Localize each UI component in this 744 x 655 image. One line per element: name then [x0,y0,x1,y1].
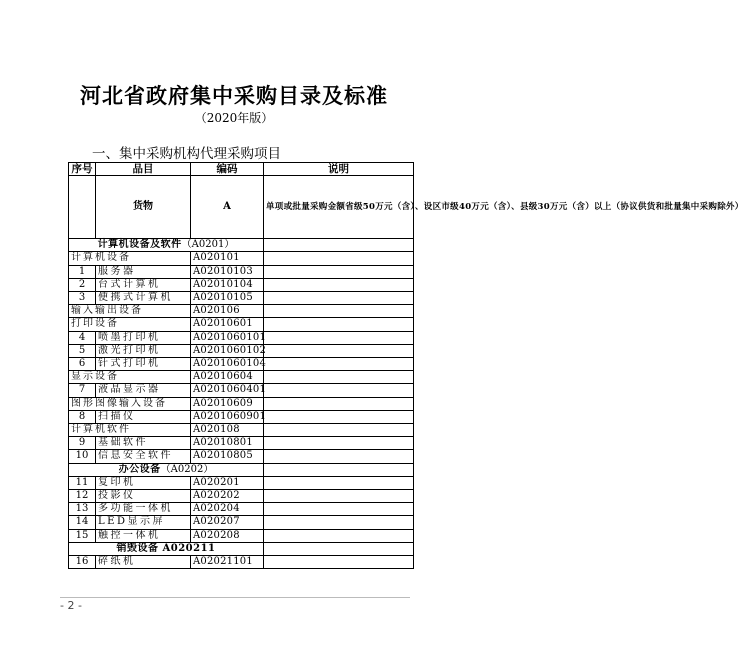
item-name: 台式计算机 [96,278,191,291]
serial-number: 12 [69,490,96,503]
item-code: A0201060101 [191,331,264,344]
table-row [69,344,414,357]
item-notes [264,529,414,542]
serial-number: 13 [69,503,96,516]
item-code: A02010104 [191,278,264,291]
footer-divider [60,597,410,598]
serial-number: 6 [69,358,96,371]
item-code: A02010601 [191,318,264,331]
serial-number: 4 [69,331,96,344]
subcategory-name: 显示设备 [69,371,191,384]
table-header-row [69,163,414,176]
item-name: 扫描仪 [96,410,191,423]
item-name: 投影仪 [96,490,191,503]
item-code: A020208 [191,529,264,542]
item-code: A020101 [191,252,264,265]
goods-name: 货物 [96,176,191,239]
page-footer [60,597,410,612]
serial-number: 15 [69,529,96,542]
item-notes [264,450,414,463]
item-code: A02010103 [191,265,264,278]
table-row [69,278,414,291]
table-row [69,516,414,529]
table-row [69,450,414,463]
item-notes [264,371,414,384]
item-code: A02010805 [191,450,264,463]
table-row [69,397,414,410]
item-name: LED显示屏 [96,516,191,529]
item-notes [264,358,414,371]
item-name: 碎纸机 [96,556,191,569]
item-name: 激光打印机 [96,344,191,357]
item-code: A0201060102 [191,344,264,357]
item-code: A0201060104 [191,358,264,371]
item-code: A02010105 [191,292,264,305]
category-code: （A0202） [160,463,214,475]
item-notes [264,331,414,344]
serial-number: 5 [69,344,96,357]
item-name: 信息安全软件 [96,450,191,463]
item-name: 服务器 [96,265,191,278]
serial-number: 9 [69,437,96,450]
serial-number: 14 [69,516,96,529]
item-code: A02010609 [191,397,264,410]
section-heading: 一、集中采购机构代理采购项目 [92,146,281,162]
serial-number: 3 [69,292,96,305]
table-row [69,476,414,489]
document-title: 河北省政府集中采购目录及标准 [80,83,388,108]
table-row [69,305,414,318]
table-row [69,556,414,569]
item-notes [264,384,414,397]
procurement-table [68,162,744,569]
serial-number: 10 [69,450,96,463]
table-row [69,384,414,397]
item-name: 液晶显示器 [96,384,191,397]
item-name: 触控一体机 [96,529,191,542]
subcategory-name: 图形图像输入设备 [69,397,191,410]
subcategory-name: 计算机设备 [69,252,191,265]
subcategory-name: 输入输出设备 [69,305,191,318]
page-number: - 2 - [60,599,82,612]
serial-number: 16 [69,556,96,569]
document-subtitle: （2020年版） [194,111,274,125]
item-notes [264,410,414,423]
item-code: A020207 [191,516,264,529]
item-notes [264,278,414,291]
subcategory-name: 计算机软件 [69,424,191,437]
item-name: 针式打印机 [96,358,191,371]
item-notes [264,556,414,569]
table-row [69,424,414,437]
item-notes [264,344,414,357]
table-row [69,318,414,331]
item-notes [264,252,414,265]
category-code: （A0201） [181,239,235,251]
item-notes [264,424,414,437]
category-row [69,239,414,252]
item-code: A0201060401 [191,384,264,397]
table-row [69,358,414,371]
table-row [69,490,414,503]
table-row [69,265,414,278]
serial-number: 1 [69,265,96,278]
subcategory-name: 打印设备 [69,318,191,331]
item-name: 多功能一体机 [96,503,191,516]
serial-number: 11 [69,476,96,489]
table-row [69,529,414,542]
serial-number: 2 [69,278,96,291]
item-notes [264,265,414,278]
serial-number: 8 [69,410,96,423]
goods-code: A [191,176,264,239]
category-row [69,463,414,476]
table-row [69,503,414,516]
header-item: 品目 [96,163,191,176]
item-notes [264,437,414,450]
item-notes [264,503,414,516]
item-notes [264,516,414,529]
category-label: 办公设备 [118,463,161,475]
item-notes [264,292,414,305]
serial-number: 7 [69,384,96,397]
item-code: A020108 [191,424,264,437]
item-name: 便携式计算机 [96,292,191,305]
item-code: A020202 [191,490,264,503]
item-code: A02010604 [191,371,264,384]
table-row [69,410,414,423]
item-notes [264,397,414,410]
table-row [69,331,414,344]
header-serial: 序号 [69,163,96,176]
category-label: 计算机设备及软件 [97,239,182,251]
item-notes [264,318,414,331]
category-row [69,542,414,555]
item-name: 基础软件 [96,437,191,450]
item-name: 喷墨打印机 [96,331,191,344]
item-name: 复印机 [96,476,191,489]
table-row [69,292,414,305]
header-code: 编码 [191,163,264,176]
table-row [69,252,414,265]
item-code: A020106 [191,305,264,318]
table-row [69,371,414,384]
header-notes: 说明 [264,163,414,176]
goods-row [69,176,414,239]
item-code: A02010801 [191,437,264,450]
item-code: A020204 [191,503,264,516]
item-notes [264,305,414,318]
item-notes [264,490,414,503]
item-code: A020201 [191,476,264,489]
item-notes [264,476,414,489]
table-row [69,437,414,450]
category-label: 销毁设备 A020211 [116,542,216,554]
item-code: A02021101 [191,556,264,569]
item-code: A0201060901 [191,410,264,423]
goods-notes: 单项或批量采购金额省级50万元（含）、设区市级40万元（含）、县级30万元（含）以上（协议供货和批量集中采购除外） [264,176,414,239]
